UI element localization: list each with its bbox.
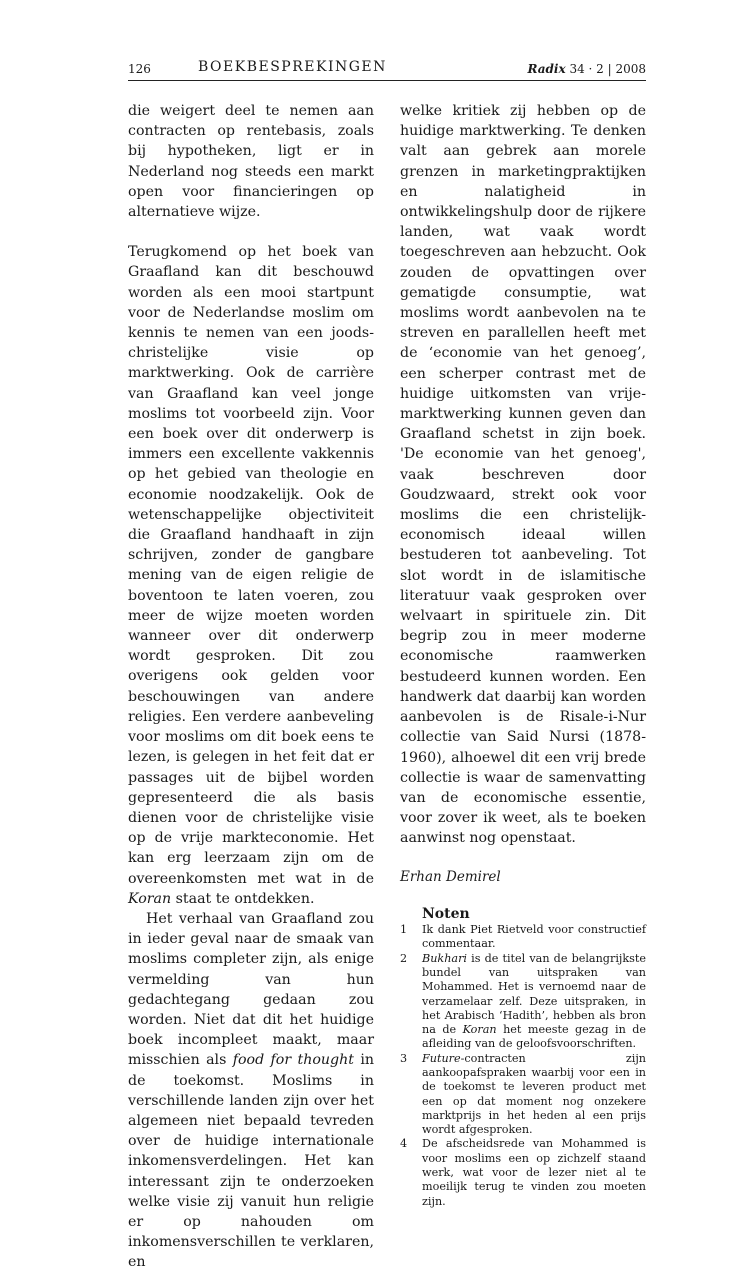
notes-title: Noten [422, 905, 470, 922]
author-signature: Erhan Demirel [400, 868, 501, 885]
right-column [400, 101, 646, 1209]
note-item: 1 Ik dank Piet Rietveld voor constructief commentaar. [400, 923, 646, 951]
note-item: 2 Bukhari is de titel van de belangrijkste bundel van uitspraken van Mohammed. Het is vernoemd naar de verzamelaar zelf. Deze uitspraken, in het Arabisch ‘Hadith’, hebben als bron na de Koran het meeste gezag in de afleiding van de geloofsvoorschriften. [400, 951, 647, 1051]
note-item: 4 De afscheidsrede van Mohammed is voor moslims een op zichzelf staand werk, wat voor de lezer niet al te moeilijk terug te vinden zou moeten zijn. [400, 1137, 646, 1208]
paragraph: welke kritiek zij hebben op de huidige marktwerking. Te denken valt aan gebrek aan morele grenzen in marketingpraktijken en nalatigheid in ontwikkelingshulp door de rijkere landen, wat vaak wordt toegeschreven aan hebzucht. Ook zouden de opvattingen over gematigde consumptie, wat moslims wordt aanbevolen na te streven en parallellen heeft met de ‘economie van het genoeg’, een scherper contrast met de huidige uitkomsten van vrije-marktwerking kunnen geven dan Graafland schetst in zijn boek. 'De economie van het genoeg', vaak beschreven door Goudzwaard, strekt ook voor moslims die een christelijk-economisch ideaal willen bestuderen tot aanbeveling. Tot slot wordt in de islamitische literatuur vaak gesproken over welvaart in spirituele zin. Dit begrip zou in meer moderne economische raamwerken bestudeerd kunnen worden. Een handwerk dat daarbij kan worden aanbevolen is de Risale-i-Nur collectie van Said Nursi (1878-1960), alhoewel dit een vrij brede collectie is waar de samenvatting van de economische essentie, voor zover ik weet, als te boeken aanwinst nog openstaat. [400, 103, 646, 847]
paragraph: die weigert deel te nemen aan contracten op rentebasis, zoals bij hypotheken, ligt er in Nederland nog steeds een markt open voor financieringen op alternatieve wijze. [128, 103, 374, 221]
page-number: 126 [128, 62, 151, 76]
journal-issue: 34 · 2 | 2008 [569, 62, 646, 76]
notes-section [400, 907, 646, 1209]
note-item: 3 Future-contracten zijn aankoopafspraken waarbij voor een in de toekomst te leveren product met een op dat moment nog onzekere marktprijs in het heden al een prijs wordt afgesproken. [400, 1051, 646, 1137]
paragraph: Terugkomend op het boek van Graafland kan dit beschouwd worden als een mooi startpunt voor de Nederlandse moslim om kennis te nemen van een joods-christelijke visie op marktwerking. Ook de carrière van Graafland kan veel jonge moslims tot voorbeeld zijn. Voor een boek over dit onderwerp is immers een excellente vakkennis op het gebied van theologie en economie noodzakelijk. Ook de wetenschappelijke objectiviteit die Graafland handhaaft in zijn schrijven, zonder de gangbare mening van de eigen religie de boventoon te laten voeren, zou meer de wijze moeten worden wanneer over dit onderwerp wordt gesproken. Dit zou overigens ook gelden voor beschouwingen van andere religies. Een verdere aanbeveling voor moslims om dit boek eens te lezen, is gelegen in het feit dat er passages uit de bijbel worden gepresenteerd die als basis dienen voor de christelijke visie op de vrije markteconomie. Het kan erg leerzaam zijn om de overeenkomsten met wat in de Koran staat te ontdekken. [128, 244, 374, 907]
left-column [128, 101, 374, 1273]
paragraph: Het verhaal van Graafland zou in ieder geval naar de smaak van moslims completer zijn, als enige vermelding van hun gedachtegang gedaan zou worden. Niet dat dit het huidige boek incompleet maakt, maar misschien als food for thought in de toekomst. Moslims in verschillende landen zijn over het algemeen niet bepaald tevreden over de huidige internationale inkomensverdelingen. Het kan interessant zijn te onderzoeken welke visie zij vanuit hun religie er op nahouden om inkomensverschillen te verklaren, en [128, 910, 375, 1271]
running-header [128, 58, 646, 81]
journal-info [527, 62, 646, 76]
section-title: BOEKBESPREKINGEN [198, 59, 387, 75]
journal-name: Radix [527, 62, 566, 76]
